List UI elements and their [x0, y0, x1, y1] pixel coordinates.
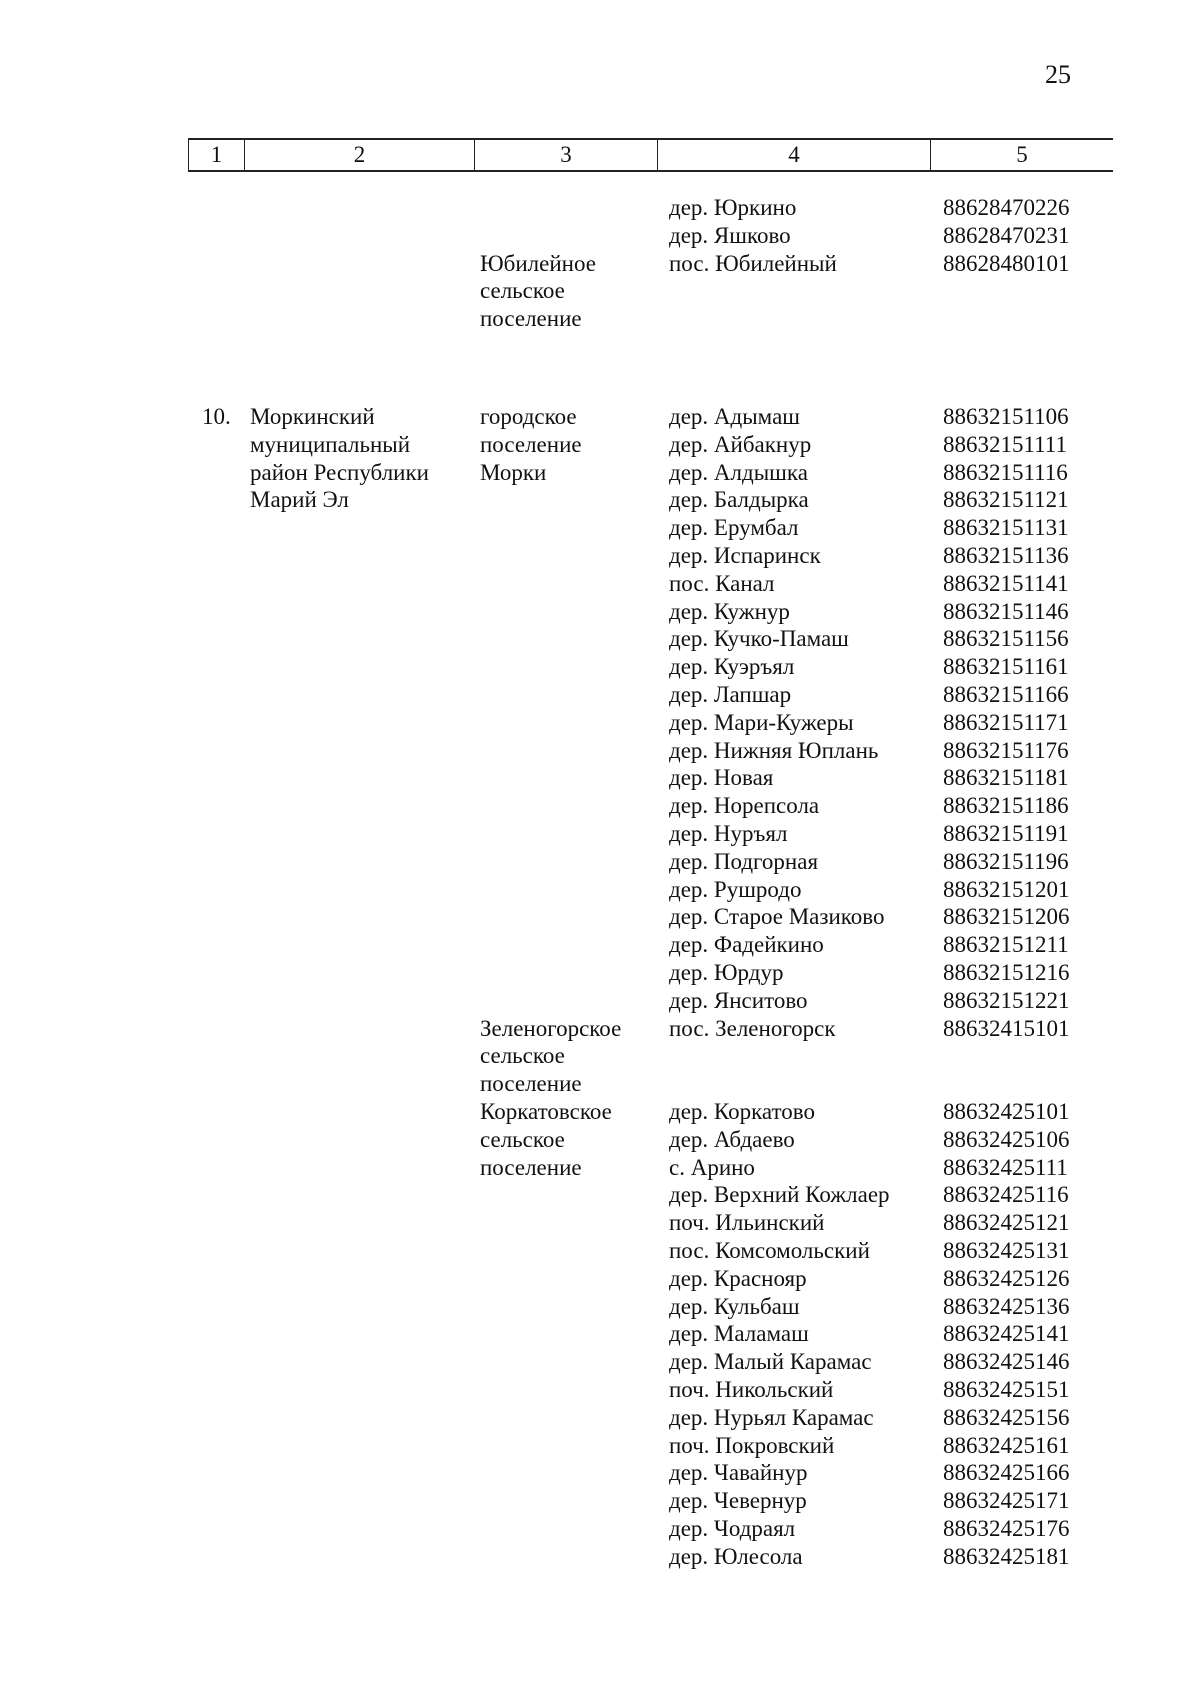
- oktmo-code: 88632425181: [943, 1543, 1070, 1569]
- oktmo-code: 88632425111: [943, 1154, 1068, 1180]
- oktmo-code: 88628470226: [943, 195, 1070, 220]
- locality-name: дер. Адымаш: [669, 404, 800, 429]
- oktmo-code: 88632425136: [943, 1293, 1070, 1319]
- locality-name: дер. Краснояр: [669, 1265, 807, 1291]
- oktmo-code: 88632425171: [943, 1488, 1070, 1514]
- locality-name: дер. Чодраял: [669, 1516, 796, 1541]
- locality-name: пос. Канал: [669, 570, 775, 596]
- locality-name: дер. Испаринск: [669, 543, 821, 568]
- oktmo-code: 88632151201: [943, 876, 1070, 902]
- oktmo-code: 88632425166: [943, 1460, 1070, 1486]
- header-col-1: 1: [188, 140, 244, 170]
- oktmo-code: 88632151216: [943, 960, 1070, 985]
- locality-name: дер. Маламаш: [669, 1321, 809, 1347]
- table-header: [188, 138, 1113, 172]
- oktmo-code: 88632425106: [943, 1126, 1070, 1152]
- locality-name: дер. Нижняя Юплань: [669, 737, 879, 763]
- oktmo-code: 88632151141: [943, 570, 1069, 596]
- oktmo-code: 88632151181: [943, 765, 1069, 791]
- oktmo-code: 88632151106: [943, 404, 1069, 429]
- settlement-name: Коркатовское сельское поселение: [480, 1099, 612, 1180]
- oktmo-code: 88632415101: [943, 1015, 1070, 1041]
- oktmo-code: 88632151221: [943, 987, 1070, 1013]
- oktmo-code: 88632425146: [943, 1349, 1070, 1375]
- settlement-name: Зеленогорское сельское поселение: [480, 1015, 622, 1097]
- locality-name: пос. Юбилейный: [669, 250, 837, 276]
- locality-name: дер. Кучко-Памаш: [669, 626, 849, 652]
- district-name: Моркинский муниципальный район Республики Марий Эл: [250, 404, 429, 513]
- locality-name: поч. Покровский: [669, 1432, 835, 1458]
- locality-name: дер. Яшково: [669, 222, 791, 248]
- locality-name: дер. Чевернур: [669, 1488, 807, 1514]
- oktmo-code: 88632151191: [943, 821, 1069, 846]
- oktmo-code: 88632151156: [943, 626, 1069, 652]
- oktmo-code: 88632151186: [943, 793, 1069, 819]
- oktmo-code: 88632151161: [943, 654, 1069, 680]
- locality-name: дер. Ерумбал: [669, 515, 799, 541]
- oktmo-code: 88632425131: [943, 1238, 1070, 1263]
- locality-name: дер. Юлесола: [669, 1543, 803, 1569]
- locality-name: дер. Старое Мазиково: [669, 904, 885, 930]
- locality-name: дер. Янситово: [669, 987, 808, 1013]
- oktmo-code: 88632425156: [943, 1404, 1070, 1430]
- locality-name: дер. Коркатово: [669, 1099, 815, 1124]
- oktmo-code: 88632151116: [943, 459, 1068, 485]
- oktmo-code: 88632151121: [943, 487, 1069, 513]
- oktmo-code: 88632151171: [943, 709, 1069, 735]
- locality-name: дер. Малый Карамас: [669, 1349, 872, 1375]
- locality-name: дер. Фадейкино: [669, 932, 824, 958]
- settlement-name: городское поселение Морки: [480, 404, 582, 485]
- oktmo-code: 88632151211: [943, 932, 1069, 958]
- oktmo-code: 88632151146: [943, 598, 1069, 624]
- locality-name: дер. Юркино: [669, 195, 797, 220]
- locality-name: дер. Алдышка: [669, 459, 808, 485]
- locality-name: дер. Норепсола: [669, 793, 820, 819]
- oktmo-code: 88628470231: [943, 222, 1070, 248]
- locality-name: дер. Рушродо: [669, 876, 802, 902]
- locality-name: дер. Верхний Кожлаер: [669, 1182, 890, 1208]
- locality-name: дер. Лапшар: [669, 682, 792, 707]
- oktmo-code: 88632151176: [943, 737, 1069, 763]
- header-col-3: 3: [474, 140, 657, 170]
- oktmo-code: 88632151111: [943, 431, 1067, 457]
- page-number: 25: [1045, 60, 1071, 89]
- locality-name: дер. Чавайнур: [669, 1460, 808, 1486]
- locality-name: дер. Подгорная: [669, 848, 819, 874]
- locality-name: дер. Айбакнур: [669, 431, 812, 457]
- locality-name: дер. Балдырка: [669, 487, 809, 513]
- locality-name: дер. Нурьял Карамас: [669, 1404, 874, 1430]
- oktmo-code: 88632425121: [943, 1210, 1070, 1236]
- locality-name: пос. Комсомольский: [669, 1238, 870, 1263]
- locality-name: дер. Юрдур: [669, 960, 784, 985]
- locality-name: дер. Нуръял: [669, 821, 788, 846]
- locality-name: пос. Зеленогорск: [669, 1015, 836, 1041]
- oktmo-code: 88632425176: [943, 1516, 1070, 1541]
- locality-name: дер. Кульбаш: [669, 1293, 800, 1319]
- oktmo-code: 88632425141: [943, 1321, 1070, 1347]
- oktmo-code: 88632425151: [943, 1377, 1070, 1402]
- row-number: 10.: [202, 404, 231, 429]
- locality-name: дер. Мари-Кужеры: [669, 709, 854, 735]
- oktmo-code: 88632425161: [943, 1432, 1070, 1458]
- header-col-4: 4: [657, 140, 930, 170]
- oktmo-code: 88632425116: [943, 1182, 1069, 1208]
- oktmo-code: 88628480101: [943, 250, 1070, 276]
- oktmo-code: 88632151206: [943, 904, 1070, 930]
- locality-name: дер. Новая: [669, 765, 774, 791]
- header-col-2: 2: [244, 140, 474, 170]
- oktmo-code: 88632151131: [943, 515, 1069, 541]
- oktmo-code: 88632151166: [943, 682, 1069, 707]
- locality-name: поч. Никольский: [669, 1377, 834, 1402]
- locality-name: дер. Абдаево: [669, 1126, 795, 1152]
- oktmo-code: 88632425101: [943, 1099, 1070, 1124]
- oktmo-code: 88632151136: [943, 543, 1069, 568]
- locality-name: с. Арино: [669, 1154, 755, 1180]
- oktmo-code: 88632425126: [943, 1265, 1070, 1291]
- locality-name: поч. Ильинский: [669, 1210, 825, 1236]
- oktmo-code: 88632151196: [943, 848, 1069, 874]
- locality-name: дер. Куэръял: [669, 654, 795, 680]
- locality-name: дер. Кужнур: [669, 598, 790, 624]
- settlement-name: Юбилейное сельское поселение: [480, 250, 596, 332]
- header-col-5: 5: [930, 140, 1113, 170]
